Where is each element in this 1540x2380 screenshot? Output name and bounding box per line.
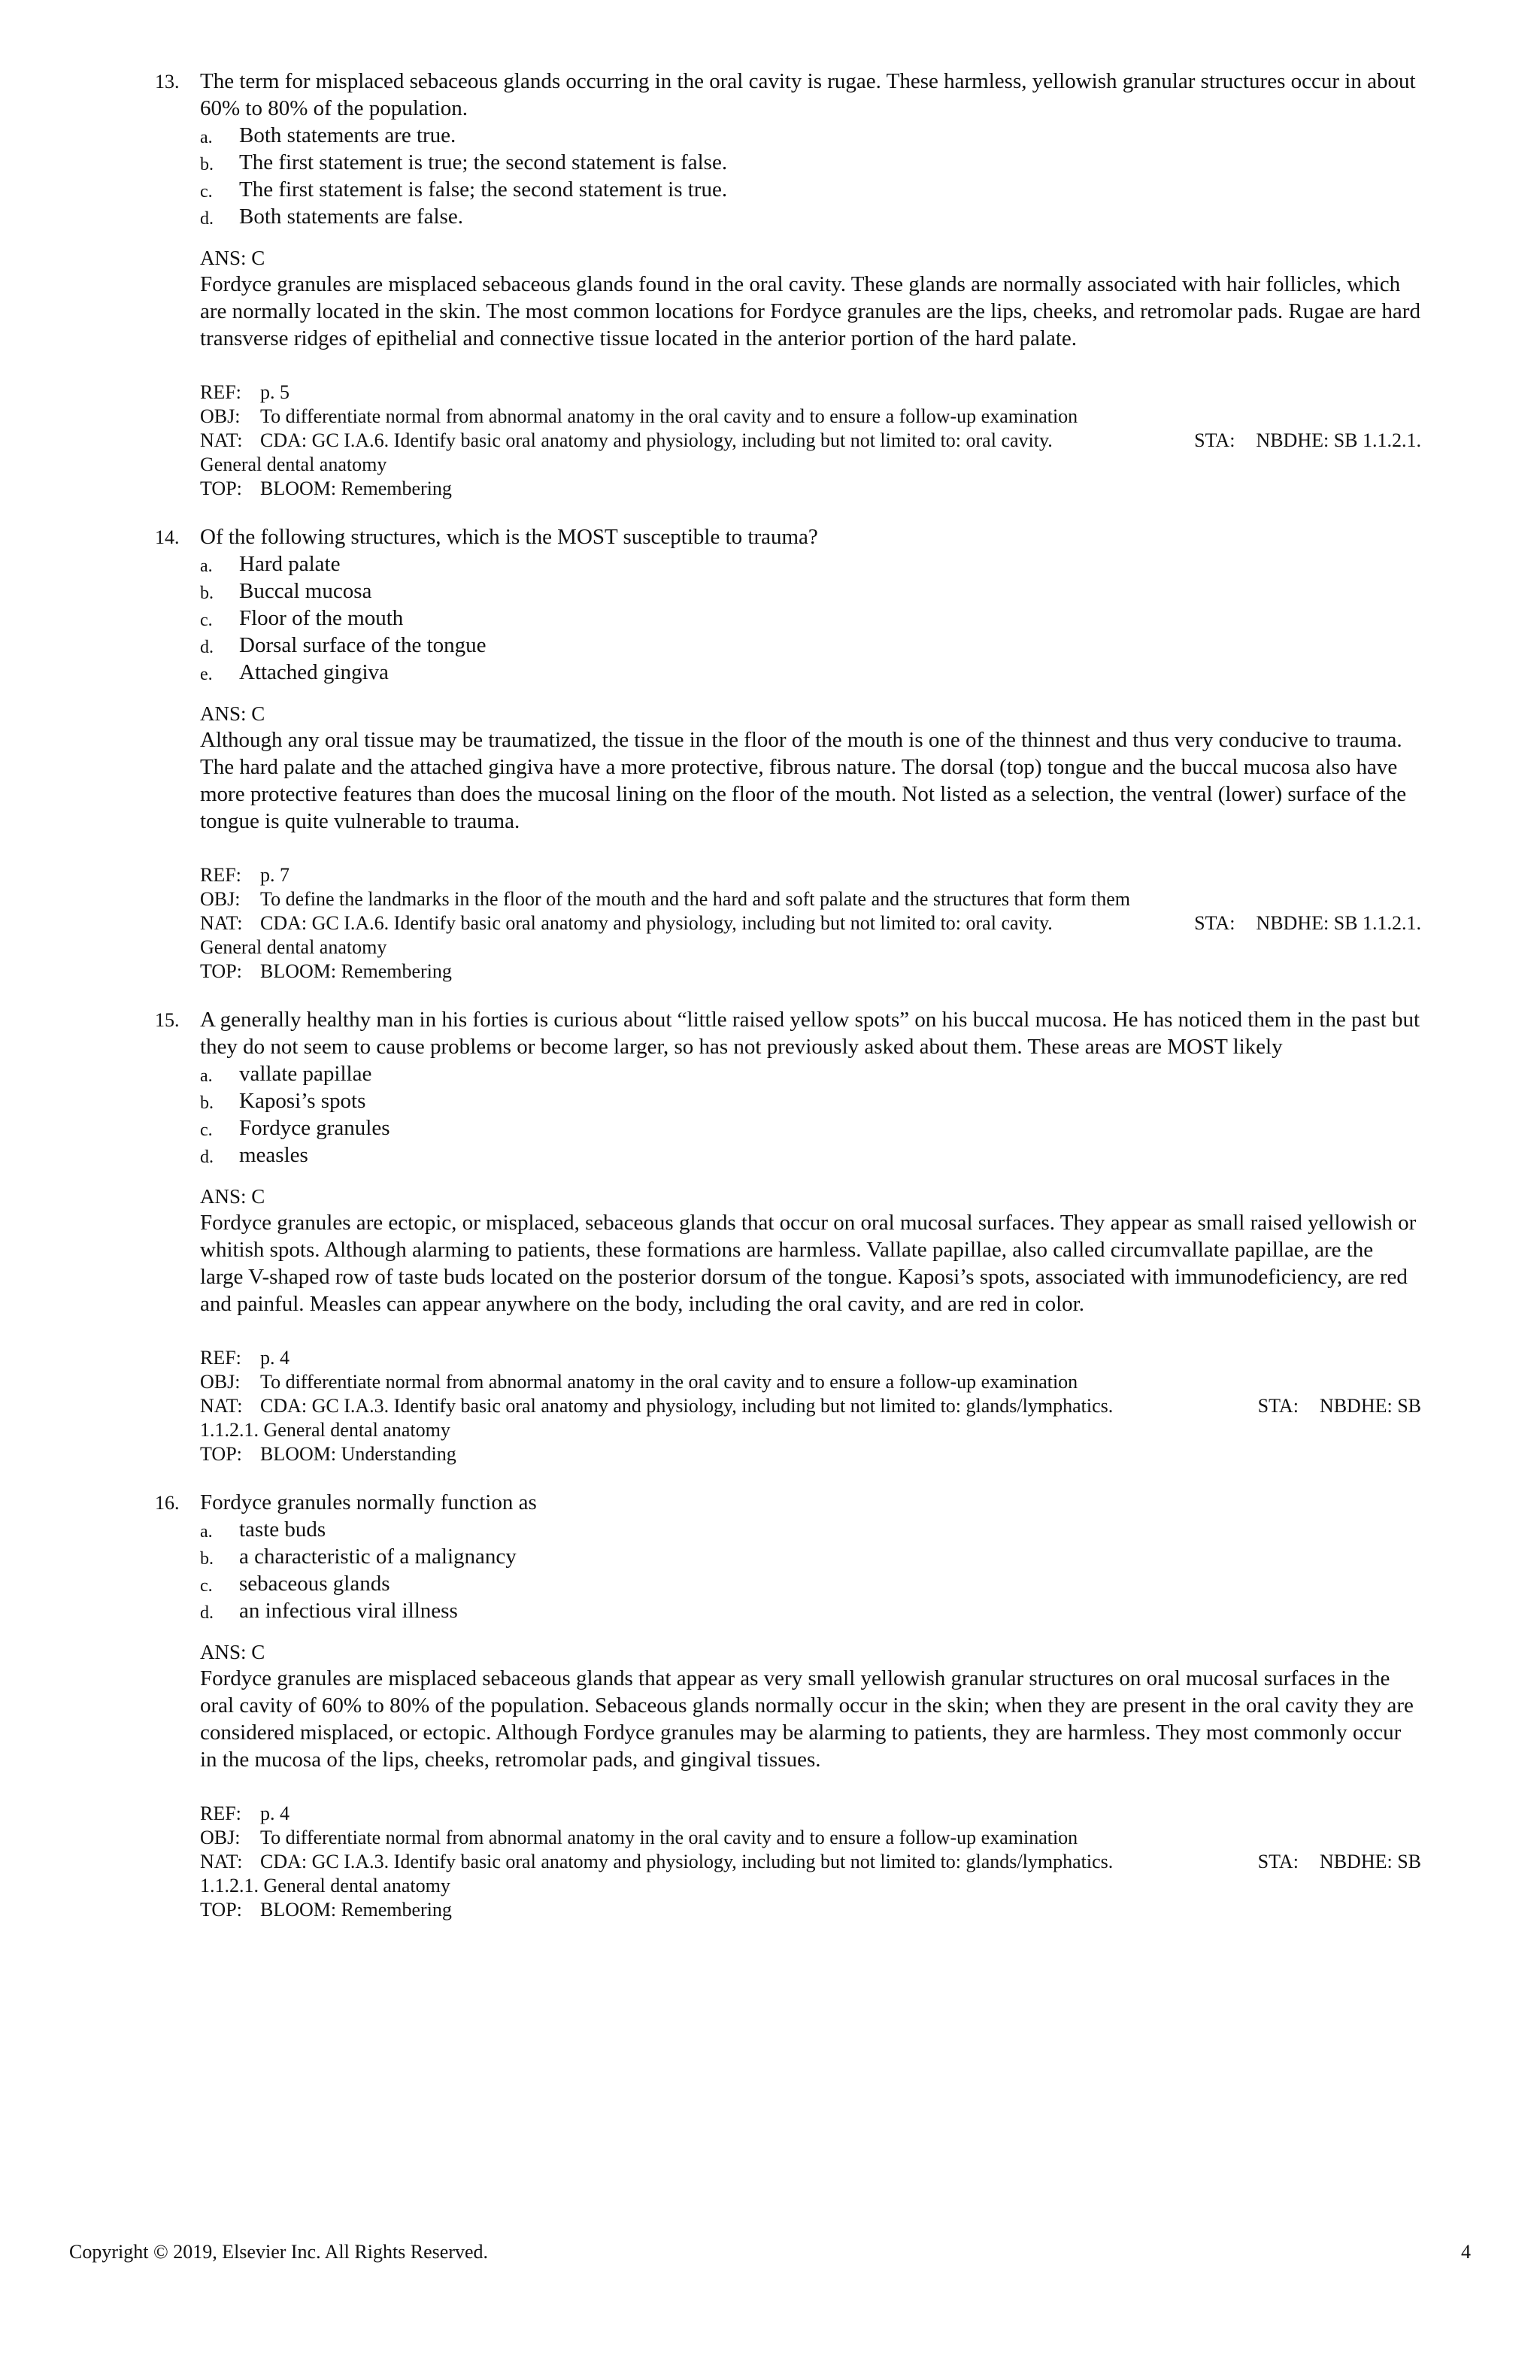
ref-row (200, 380, 1421, 405)
answer-block (200, 1184, 1421, 1317)
rationale-text: Fordyce granules are misplaced sebaceous glands found in the oral cavity. These glands are normally associated with hair follicles, which are normally located in the skin. The most common locations for Fordyce granules are the lips, cheeks, and retromolar pads. Rugae are hard transverse ridges of epithelial and connective tissue located in the anterior portion of the hard palate. (200, 272, 1420, 350)
option-letter: a. (200, 556, 213, 576)
obj-row (200, 405, 1421, 429)
answer-option (200, 659, 1421, 686)
option-letter: d. (200, 1148, 214, 1167)
answer-key: ANS: C (200, 247, 265, 269)
top-value: BLOOM: Understanding (260, 1443, 456, 1465)
top-row (200, 1442, 1421, 1466)
ref-label: REF: (200, 1347, 241, 1369)
answer-option (200, 176, 1421, 203)
nat-row (200, 429, 1421, 453)
answer-block (200, 245, 1421, 352)
question-list (155, 68, 1421, 1945)
ref-label: REF: (200, 381, 241, 403)
obj-label: OBJ: (200, 1827, 241, 1848)
nat-value: CDA: GC I.A.3. Identify basic oral anatomy and physiology, including but not limited to: glands/lymphatics. (260, 1395, 1114, 1417)
obj-row (200, 1370, 1421, 1394)
option-text: The first statement is true; the second statement is false. (239, 150, 728, 174)
option-letter: c. (200, 1120, 213, 1140)
nat-value: CDA: GC I.A.3. Identify basic oral anatomy and physiology, including but not limited to: glands/lymphatics. (260, 1851, 1114, 1872)
answer-option (200, 1141, 1421, 1169)
answer-option (200, 1060, 1421, 1087)
option-text: a characteristic of a malignancy (239, 1545, 517, 1569)
top-row (200, 1898, 1421, 1922)
answer-option (200, 149, 1421, 176)
sta-value: NBDHE: SB 1.1.2.1. (1256, 912, 1421, 934)
nat-label: NAT: (200, 1851, 243, 1872)
answer-option (200, 1114, 1421, 1141)
option-letter: b. (200, 155, 214, 174)
sta-value: NBDHE: SB (1319, 1851, 1421, 1872)
nat-row (200, 911, 1421, 935)
answer-option (200, 122, 1421, 149)
option-letter: a. (200, 1522, 213, 1542)
ref-value: p. 4 (260, 1802, 290, 1824)
nat-row (200, 1394, 1421, 1418)
sta-field (1173, 429, 1421, 453)
option-letter: b. (200, 1549, 214, 1569)
obj-label: OBJ: (200, 1371, 241, 1393)
sta-label: STA: (1257, 1851, 1299, 1872)
question-metadata (200, 1802, 1421, 1922)
answer-option (200, 1516, 1421, 1543)
page-number: 4 (1461, 2241, 1471, 2263)
sta-label: STA: (1194, 912, 1235, 934)
answer-key: ANS: C (200, 702, 265, 725)
option-letter: d. (200, 638, 214, 657)
question-metadata (200, 863, 1421, 984)
option-letter: b. (200, 1093, 214, 1113)
top-value: BLOOM: Remembering (260, 960, 452, 982)
answer-option (200, 1597, 1421, 1624)
question-number: 15. (155, 1009, 180, 1031)
option-list (200, 550, 1421, 686)
question-item (155, 68, 1421, 501)
option-text: an infectious viral illness (239, 1599, 458, 1623)
question-stem: A generally healthy man in his forties is curious about “little raised yellow spots” on his buccal mucosa. He has noticed them in the past but they do not seem to cause problems or become larger, so has not previously asked about them. These areas are MOST likely (200, 1008, 1420, 1059)
option-letter: a. (200, 1066, 213, 1086)
nat-row (200, 1850, 1421, 1874)
rationale-text: Fordyce granules are misplaced sebaceous glands that appear as very small yellowish granular structures on oral mucosal surfaces in the oral cavity of 60% to 80% of the population. Sebaceous glands normally occur in the skin; when they are present in the oral cavity they are considered misplaced, or ectopic. Although Fordyce granules may be alarming to patients, they are harmless. They most commonly occur in the mucosa of the lips, cheeks, retromolar pads, and gingival tissues. (200, 1666, 1414, 1772)
nat-label: NAT: (200, 912, 243, 934)
option-letter: b. (200, 584, 214, 603)
nat-label: NAT: (200, 429, 243, 451)
option-text: Hard palate (239, 552, 341, 576)
option-list (200, 1060, 1421, 1169)
option-text: Attached gingiva (239, 660, 389, 684)
rationale-text: Although any oral tissue may be traumatized, the tissue in the floor of the mouth is one of the thinnest and thus very conducive to trauma. The hard palate and the attached gingiva have a more protective, fibrous nature. The dorsal (top) tongue and the buccal mucosa also have more protective features than does the mucosal lining on the floor of the mouth. Not listed as a selection, the ventral (lower) surface of the tongue is quite vulnerable to trauma. (200, 728, 1407, 833)
top-value: BLOOM: Remembering (260, 478, 452, 499)
option-text: Both statements are true. (239, 123, 456, 147)
ref-row (200, 863, 1421, 887)
top-row (200, 477, 1421, 501)
answer-block (200, 1639, 1421, 1773)
top-label: TOP: (200, 478, 242, 499)
answer-option (200, 1570, 1421, 1597)
option-text: Both statements are false. (239, 205, 463, 229)
option-letter: e. (200, 665, 213, 684)
option-text: Floor of the mouth (239, 606, 404, 630)
option-text: sebaceous glands (239, 1572, 390, 1596)
obj-value: To differentiate normal from abnormal anatomy in the oral cavity and to ensure a follow-up examination (260, 1827, 1078, 1848)
answer-option (200, 1087, 1421, 1114)
sta-field (1173, 911, 1421, 935)
answer-key: ANS: C (200, 1185, 265, 1208)
answer-block (200, 701, 1421, 835)
question-stem: The term for misplaced sebaceous glands occurring in the oral cavity is rugae. These harmless, yellowish granular structures occur in about 60% to 80% of the population. (200, 69, 1416, 120)
question-stem: Fordyce granules normally function as (200, 1490, 537, 1514)
obj-value: To differentiate normal from abnormal anatomy in the oral cavity and to ensure a follow-up examination (260, 1371, 1078, 1393)
ref-row (200, 1802, 1421, 1826)
ref-value: p. 7 (260, 864, 290, 886)
nat-continuation: 1.1.2.1. General dental anatomy (200, 1419, 450, 1441)
option-text: measles (239, 1143, 308, 1167)
sta-label: STA: (1257, 1395, 1299, 1417)
sta-value: NBDHE: SB (1319, 1395, 1421, 1417)
question-stem: Of the following structures, which is the MOST susceptible to trauma? (200, 525, 818, 549)
option-letter: c. (200, 182, 213, 202)
option-list (200, 122, 1421, 230)
option-text: vallate papillae (239, 1062, 372, 1086)
obj-label: OBJ: (200, 888, 241, 910)
answer-key: ANS: C (200, 1641, 265, 1663)
top-value: BLOOM: Remembering (260, 1899, 452, 1921)
nat-value: CDA: GC I.A.6. Identify basic oral anatomy and physiology, including but not limited to: oral cavity. (260, 912, 1053, 934)
top-row (200, 960, 1421, 984)
question-item (155, 523, 1421, 984)
option-text: taste buds (239, 1517, 326, 1542)
obj-value: To define the landmarks in the floor of the mouth and the hard and soft palate and the structures that form them (260, 888, 1130, 910)
answer-option (200, 550, 1421, 578)
top-label: TOP: (200, 960, 242, 982)
nat-value: CDA: GC I.A.6. Identify basic oral anatomy and physiology, including but not limited to: oral cavity. (260, 429, 1053, 451)
option-text: Dorsal surface of the tongue (239, 633, 487, 657)
top-label: TOP: (200, 1899, 242, 1921)
nat-continuation: 1.1.2.1. General dental anatomy (200, 1875, 450, 1896)
sta-field (1237, 1394, 1421, 1418)
question-metadata (200, 380, 1421, 501)
option-letter: c. (200, 1576, 213, 1596)
answer-option (200, 605, 1421, 632)
option-letter: c. (200, 611, 213, 630)
ref-value: p. 5 (260, 381, 290, 403)
answer-option (200, 203, 1421, 230)
rationale-text: Fordyce granules are ectopic, or misplaced, sebaceous glands that occur on oral mucosal surfaces. They appear as small raised yellowish or whitish spots. Although alarming to patients, these formations are harmless. Vallate papillae, also called circumvallate papillae, are the large V-shaped row of taste buds located on the posterior dorsum of the tongue. Kaposi’s spots, associated with immunodeficiency, are red and painful. Measles can appear anywhere on the body, including the oral cavity, and are red in color. (200, 1211, 1417, 1316)
copyright-notice: Copyright © 2019, Elsevier Inc. All Rights Reserved. (69, 2241, 489, 2263)
sta-label: STA: (1194, 429, 1235, 451)
sta-value: NBDHE: SB 1.1.2.1. (1256, 429, 1421, 451)
sta-field (1237, 1850, 1421, 1874)
answer-option (200, 578, 1421, 605)
option-text: The first statement is false; the second statement is true. (239, 177, 728, 202)
option-letter: d. (200, 1603, 214, 1623)
answer-option (200, 632, 1421, 659)
option-letter: a. (200, 128, 213, 147)
question-number: 16. (155, 1492, 180, 1514)
option-text: Kaposi’s spots (239, 1089, 366, 1113)
ref-row (200, 1346, 1421, 1370)
top-label: TOP: (200, 1443, 242, 1465)
question-metadata (200, 1346, 1421, 1466)
question-item (155, 1489, 1421, 1922)
ref-label: REF: (200, 864, 241, 886)
obj-row (200, 1826, 1421, 1850)
nat-label: NAT: (200, 1395, 243, 1417)
nat-continuation: General dental anatomy (200, 936, 387, 958)
question-item (155, 1006, 1421, 1466)
option-list (200, 1516, 1421, 1624)
question-number: 13. (155, 71, 180, 92)
obj-row (200, 887, 1421, 911)
obj-label: OBJ: (200, 405, 241, 427)
question-number: 14. (155, 526, 180, 548)
obj-value: To differentiate normal from abnormal anatomy in the oral cavity and to ensure a follow-up examination (260, 405, 1078, 427)
option-text: Buccal mucosa (239, 579, 372, 603)
answer-option (200, 1543, 1421, 1570)
ref-value: p. 4 (260, 1347, 290, 1369)
option-text: Fordyce granules (239, 1116, 390, 1140)
ref-label: REF: (200, 1802, 241, 1824)
option-letter: d. (200, 209, 214, 229)
nat-continuation: General dental anatomy (200, 453, 387, 475)
